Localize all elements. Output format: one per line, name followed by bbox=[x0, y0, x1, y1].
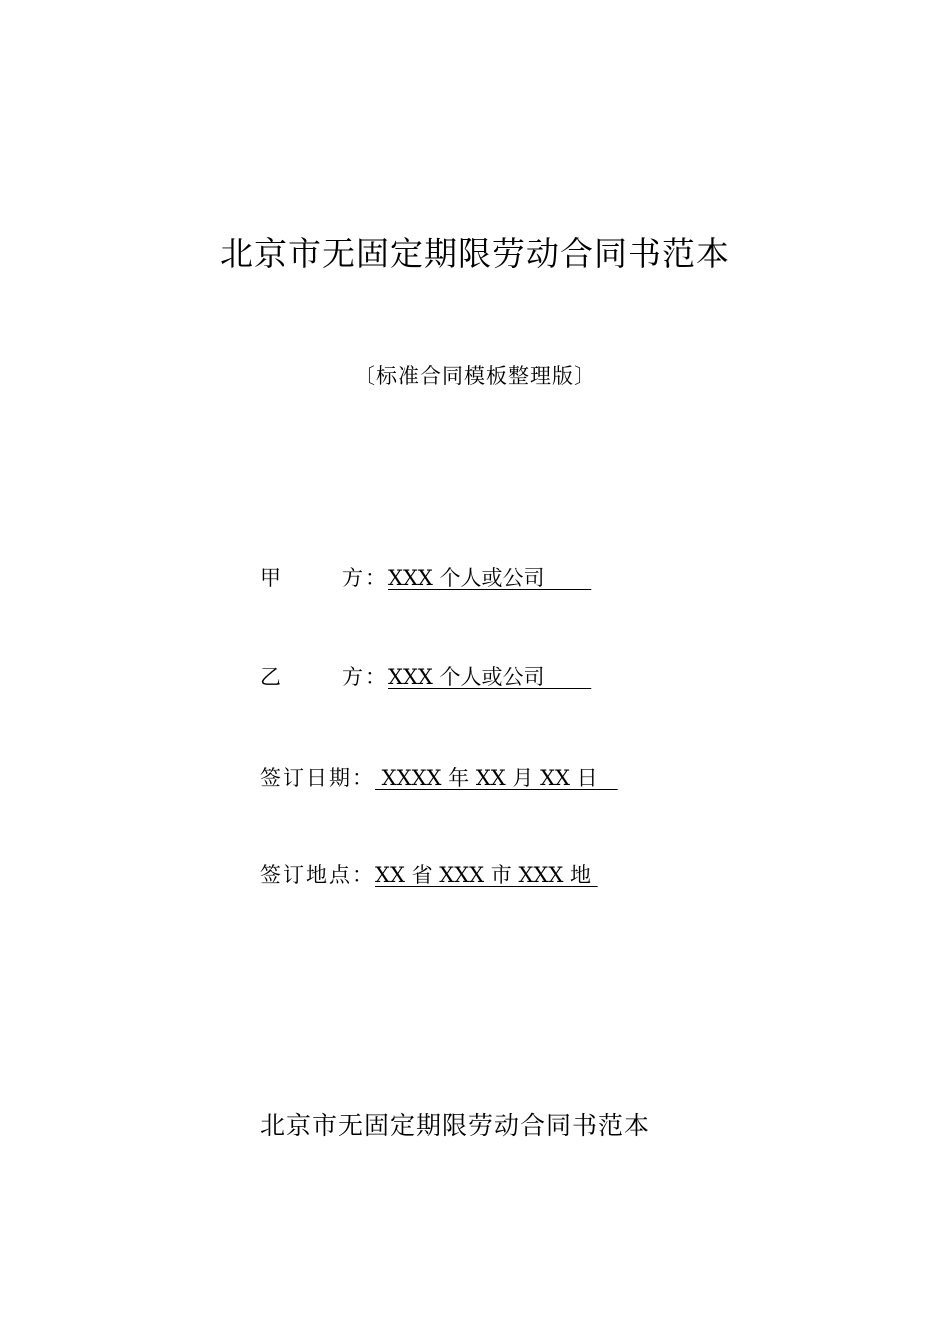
party-a-field bbox=[260, 562, 591, 592]
party-b-label-suffix: 方： bbox=[342, 665, 388, 689]
party-b-field bbox=[260, 661, 591, 691]
sign-date-label: 签订日期： bbox=[260, 766, 375, 790]
sign-place-label: 签订地点： bbox=[260, 863, 375, 887]
sign-date-value: XXXX 年 XX 月 XX 日 bbox=[375, 766, 618, 790]
document-subtitle: 〔标准合同模板整理版〕 bbox=[354, 364, 596, 388]
party-a-value: XXX 个人或公司 bbox=[388, 566, 592, 590]
party-b-label-char: 乙 bbox=[260, 665, 283, 689]
party-b-value: XXX 个人或公司 bbox=[388, 665, 592, 689]
party-a-label-suffix: 方： bbox=[342, 566, 388, 590]
sign-date-field bbox=[260, 762, 618, 792]
party-a-label-char: 甲 bbox=[260, 566, 283, 590]
sign-place-field bbox=[260, 859, 598, 889]
party-b-label bbox=[260, 661, 388, 691]
sign-place-value: XX 省 XXX 市 XXX 地 bbox=[375, 863, 598, 887]
document-title: 北京市无固定期限劳动合同书范本 bbox=[220, 234, 730, 273]
footer-title: 北京市无固定期限劳动合同书范本 bbox=[260, 1111, 651, 1140]
party-a-label bbox=[260, 562, 388, 592]
